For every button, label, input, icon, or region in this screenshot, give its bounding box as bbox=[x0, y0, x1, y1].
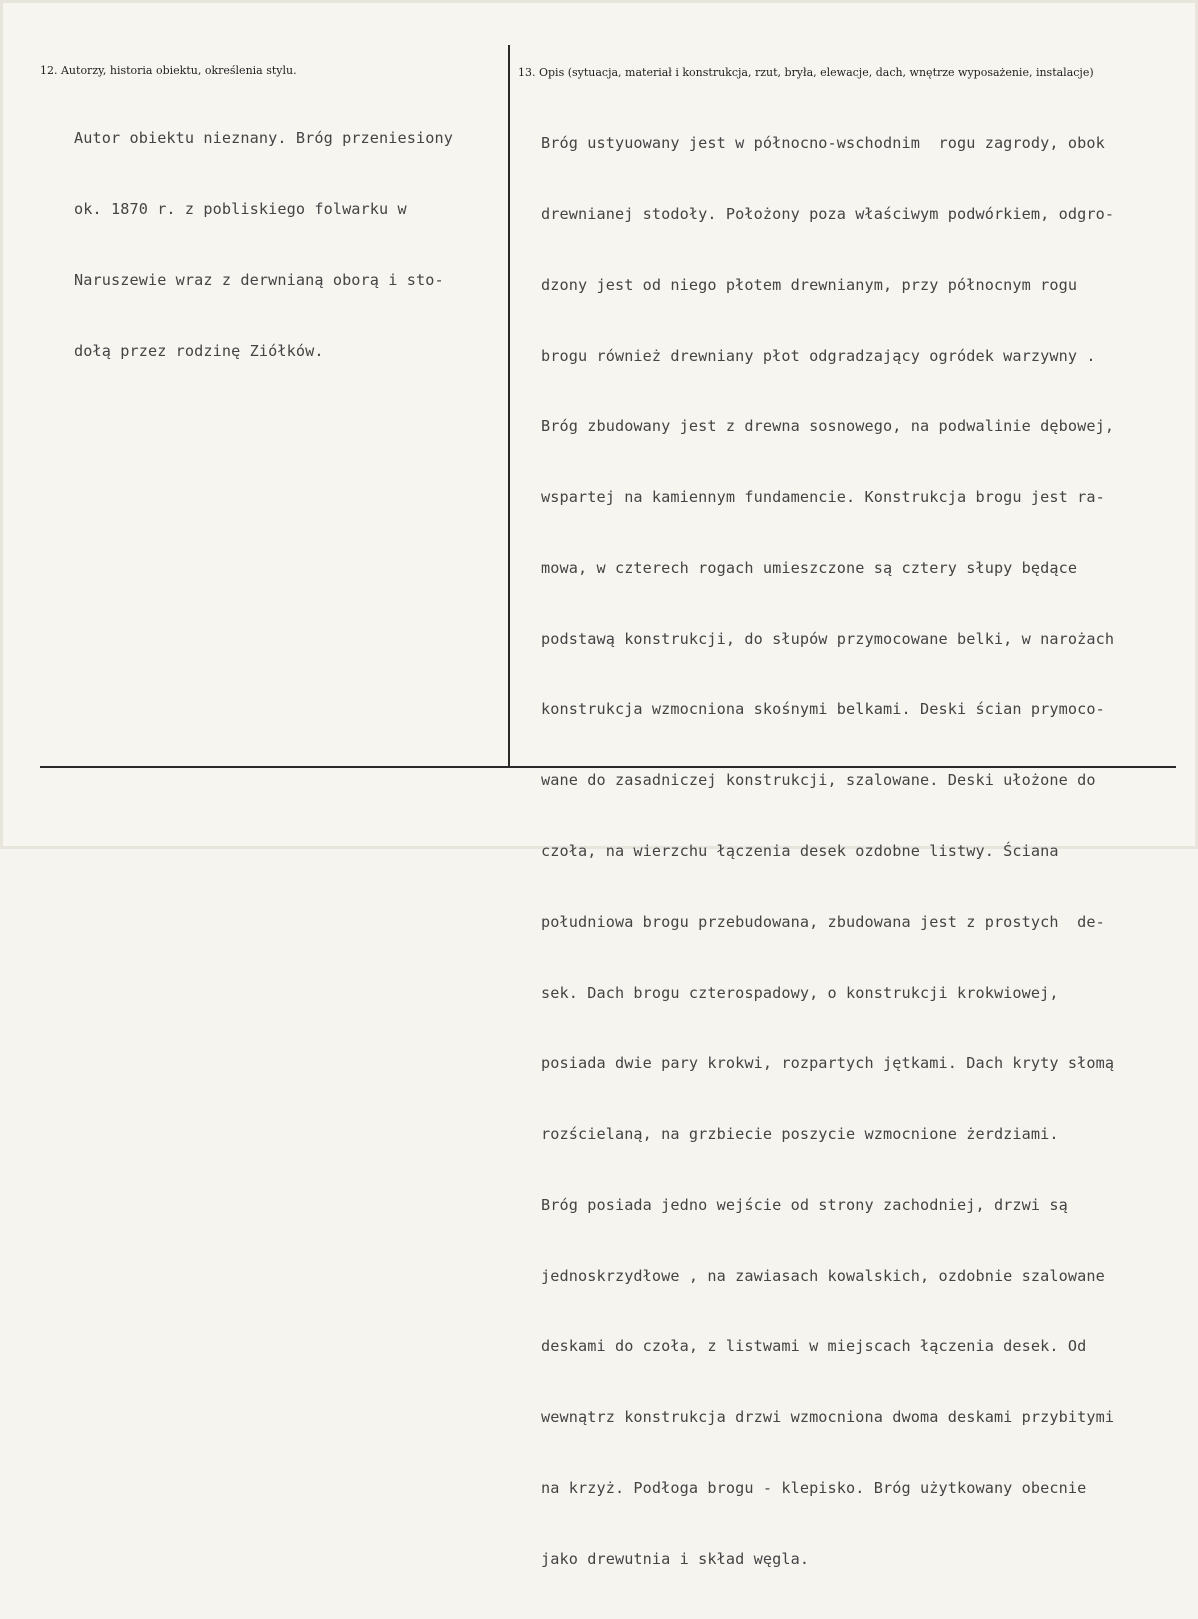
typed-line: Bróg posiada jedno wejście od strony zachodniej, drzwi są bbox=[541, 1195, 1068, 1214]
typed-line: Bróg ustyuowany jest w północno-wschodnim rogu zagrody, obok bbox=[541, 134, 1105, 153]
typed-line: rozścielaną, na grzbiecie poszycie wzmocnione żerdziami. bbox=[541, 1125, 1059, 1144]
typed-line: ok. 1870 r. z pobliskiego folwarku w bbox=[74, 199, 407, 218]
typed-line: jako drewutnia i skład węgla. bbox=[541, 1549, 810, 1568]
typed-line: dołą przez rodzinę Ziółków. bbox=[74, 341, 324, 360]
typed-line: brogu również drewniany płot odgradzający ogródek warzywny . bbox=[541, 346, 1096, 365]
typed-line: konstrukcja wzmocniona skośnymi belkami. Deski ścian prymoco- bbox=[541, 700, 1105, 719]
typed-line: Autor obiektu nieznany. Bróg przeniesiony bbox=[74, 129, 453, 148]
typed-line: czoła, na wierzchu łączenia desek ozdobne listwy. Ściana bbox=[541, 842, 1059, 860]
typed-line: posiada dwie pary krokwi, rozpartych jętkami. Dach kryty słomą bbox=[541, 1054, 1115, 1073]
section-13-typed-text bbox=[541, 85, 1114, 1619]
typed-line: wspartej na kamiennym fundamencie. Konstrukcja brogu jest ra- bbox=[541, 488, 1105, 507]
column-divider bbox=[508, 45, 510, 767]
typed-line: Naruszewie wraz z derwnianą oborą i sto- bbox=[74, 270, 444, 289]
typed-line: podstawą konstrukcji, do słupów przymocowane belki, w narożach bbox=[541, 629, 1115, 648]
typed-line: jednoskrzydłowe , na zawiasach kowalskich, ozdobnie szalowane bbox=[541, 1266, 1105, 1285]
typed-line: sek. Dach brogu czterospadowy, o konstrukcji krokwiowej, bbox=[541, 983, 1059, 1002]
typed-line: deskami do czoła, z listwami w miejscach łączenia desek. Od bbox=[541, 1337, 1087, 1356]
section-13-heading: 13. Opis (sytuacja, materiał i konstrukcja, rzut, bryła, elewacje, dach, wnętrze wyposażenie, instalacje) bbox=[518, 66, 1094, 79]
typed-line: dzony jest od niego płotem drewnianym, przy północnym rogu bbox=[541, 275, 1078, 294]
typed-line: na krzyż. Podłoga brogu - klepisko. Bróg użytkowany obecnie bbox=[541, 1479, 1087, 1498]
typed-line: wane do zasadniczej konstrukcji, szalowane. Deski ułożone do bbox=[541, 771, 1096, 790]
typed-line: mowa, w czterech rogach umieszczone są cztery słupy będące bbox=[541, 558, 1078, 577]
section-12-heading: 12. Autorzy, historia obiektu, określenia stylu. bbox=[40, 64, 297, 77]
typed-line: drewnianej stodoły. Położony poza właściwym podwórkiem, odgro- bbox=[541, 204, 1115, 223]
section-12-typed-text bbox=[74, 80, 453, 410]
typed-line: południowa brogu przebudowana, zbudowana jest z prostych de- bbox=[541, 912, 1105, 931]
typed-line: wewnątrz konstrukcja drzwi wzmocniona dwoma deskami przybitymi bbox=[541, 1408, 1115, 1427]
typed-line: Bróg zbudowany jest z drewna sosnowego, na podwalinie dębowej, bbox=[541, 417, 1115, 436]
bottom-rule bbox=[40, 766, 1176, 768]
